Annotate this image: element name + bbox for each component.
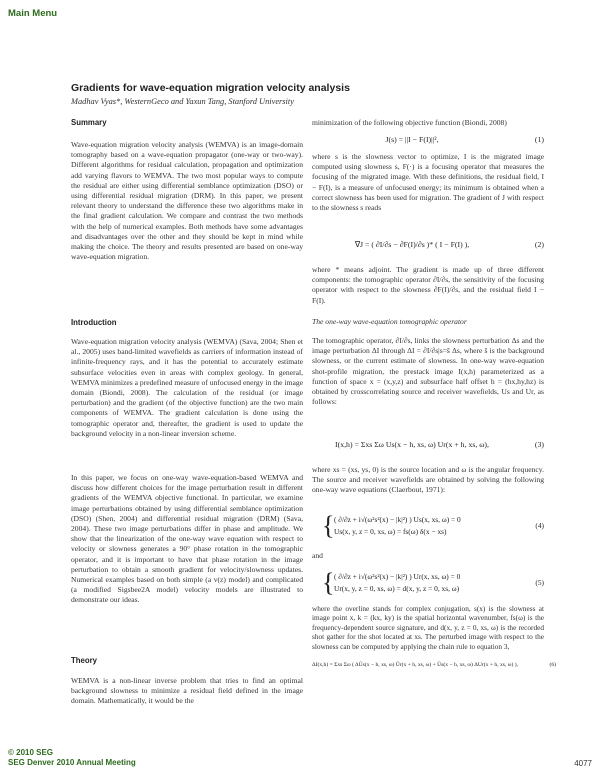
paper-authors: Madhav Vyas*, WesternGeco and Yaxun Tang, Stanford University (71, 97, 294, 106)
page-number: 4077 (574, 759, 592, 768)
summary-paragraph: Wave-equation migration velocity analysis (WEMVA) is an image-domain tomography based on a wave-equation propagator (one-way or two-way). Different algorithms for residual calculation, propagation and optimization add varying flavors to WEMVA. The two most popular ways to compute the residual are either using differential semblance optimization (DSO) or using differential residual migration (DRM). In this paper, we present relevant theory to understand the difference these two algorithms make in the final gradient calculation. We compare and contrast the two methods with the help of numerical examples. Both methods have some advantages and disadvantages over the other and they should be kept in mind while making the choice. The theory and results presented are based on one-way wave-equation migration. (71, 140, 303, 262)
equation-3-body: I(x,h) = Σxs Σω Us(x − h, xs, ω) Ur(x + h, xs, ω), (335, 440, 489, 449)
introduction-heading: Introduction (71, 318, 117, 327)
equation-5-line-2: Ur(x, y, z = 0, xs, ω) = d(x, y, z = 0, xs, ω) (334, 584, 460, 593)
paper-title: Gradients for wave-equation migration velocity analysis (71, 82, 350, 94)
summary-heading: Summary (71, 118, 107, 127)
equation-6-number: (6) (549, 662, 556, 668)
equation-4-number: (4) (535, 521, 544, 530)
equation-5-number: (5) (535, 578, 544, 587)
footer-left (8, 748, 136, 768)
gradient-description: where * means adjoint. The gradient is made up of three different components: the tomographic operator ∂I/∂s, the sensitivity of the focusing operator with respect to the slowness ∂F(I)/∂s, and the residual field I − F(I). (312, 265, 544, 305)
wave-equation-explanation: where the overline stands for complex conjugation, s(x) is the slowness at image point x, k = (kx, ky) is the spatial horizontal wavenumber, fs(ω) is the frequency-dependent source signature, and d(x, y, z = 0, xs, ω) is the recorded shot gather for the shot located at xs. The perturbed image with respect to the slowness can be computed by applying the chain rule to equation 3, (312, 604, 544, 651)
equation-2-body: ∇J = ( ∂I/∂s − ∂F(I)/∂s )* ( I − F(I) ), (354, 240, 470, 249)
objective-description: where s is the slowness vector to optimize, I is the migrated image computed using slowness s, F(·) is a focusing operator that measures the focusing of the migrated image. With these definitions, the residual field, I − F(I), is a measure of unfocused energy; its minimum is obtained when a correct slowness has been used for migration. The gradient of J with respect to the slowness s reads (312, 152, 544, 213)
theory-heading: Theory (71, 656, 97, 665)
and-label: and (312, 551, 323, 560)
equation-6-body: ΔI(x,h) = Σxs Σω ( ΔŪs(x − h, xs, ω) Ûr(x + h, xs, ω) + Ūs(x − h, xs, ω) ΔUr(x + h, xs, ω) ), (312, 662, 518, 668)
tomographic-operator-paragraph: The tomographic operator, ∂I/∂s, links the slowness perturbation Δs and the image perturbation ΔI through ΔI = ∂I/∂s|s=ŝ Δs, where ŝ is the background slowness, or the current estimate of slowness. In one-way wave-equation shot-profile migration, the prestack image I(x,h) parameterized as a function of space x = (x,y,z) and subsurface half offset h = (hx,hy,hz) is obtained by crosscorrelating source and receiver wavefields, Us and Ur, as follows: (312, 336, 544, 407)
theory-paragraph: WEMVA is a non-linear inverse problem that tries to find an optimal background slowness to minimize a residual field defined in the image domain. Mathematically, it would be the (71, 676, 303, 706)
introduction-paragraph-1: Wave-equation migration velocity analysis (WEMVA) (Sava, 2004; Shen et al., 2005) uses band-limited wavefields as carriers of information instead of infinite-frequency rays, and it has the potential to accurately estimate subsurface velocities even in areas with complex geology. In general, WEMVA minimizes a predefined measure of unfocused energy in the image domain (Biondi, 2008). The calculation of the residual (or image perturbation) and the gradient (of the objective function) are the two main components of WEMVA. The gradient calculation is done using the tomographic operator and, thereafter, the gradient is used to update the background velocity in a non-linear inversion scheme. (71, 337, 303, 438)
introduction-paragraph-2: In this paper, we focus on one-way wave-equation-based WEMVA and discuss how different choices for the image perturbation result in different gradients of the WEMVA objective functional. In particular, we examine image perturbations obtained by using differential semblance optimization (DSO) (Shen, 2004) and differential residual migration (DRM) (Sava, 2004). These two image perturbations differ in phase and amplitude. We show that the linearization of the one-way wave equation with respect to velocity or slowness generates a 90° phase rotation in the tomographic operator, and it is important to have that phase rotation in the image perturbation to obtain a smooth gradient for velocity/slowness updates. Numerical examples based on both simple (a v(z) model) and complicated (a modified Sigsbee2A model) velocity models are illustrated to demonstrate our ideas. (71, 473, 303, 605)
tomographic-operator-subheading: The one-way wave-equation tomographic operator (312, 317, 467, 326)
footer-meeting: SEG Denver 2010 Annual Meeting (8, 758, 136, 767)
equation-1-body: J(s) = ||I − F(I)||², (385, 135, 439, 144)
right-intro-line: minimization of the following objective function (Biondi, 2008) (312, 118, 507, 127)
equation-4-brace: { (322, 511, 335, 540)
equation-6 (312, 662, 556, 668)
footer-copyright: © 2010 SEG (8, 748, 54, 757)
equation-1-number: (1) (534, 135, 544, 144)
wavefield-paragraph: where xs = (xs, ys, 0) is the source location and ω is the angular frequency. The source and receiver wavefields are obtained by solving the following one-way wave equations (Claerbout, 1971): (312, 465, 544, 495)
main-menu-link[interactable]: Main Menu (8, 8, 58, 19)
equation-5-brace: { (322, 568, 335, 597)
equation-3-number: (3) (534, 440, 544, 449)
equation-4-line-1: ( ∂/∂z + i√(ω²s²(x) − |k|²) ) Us(x, xs, ω) = 0 (334, 515, 461, 524)
equation-2-number: (2) (534, 240, 544, 249)
equation-5-line-1: ( ∂/∂z + i√(ω²s²(x) − |k|²) ) Ur(x, xs, ω) = 0 (334, 572, 461, 581)
equation-4-line-2: Us(x, y, z = 0, xs, ω) = fs(ω) δ(x − xs) (334, 527, 447, 536)
